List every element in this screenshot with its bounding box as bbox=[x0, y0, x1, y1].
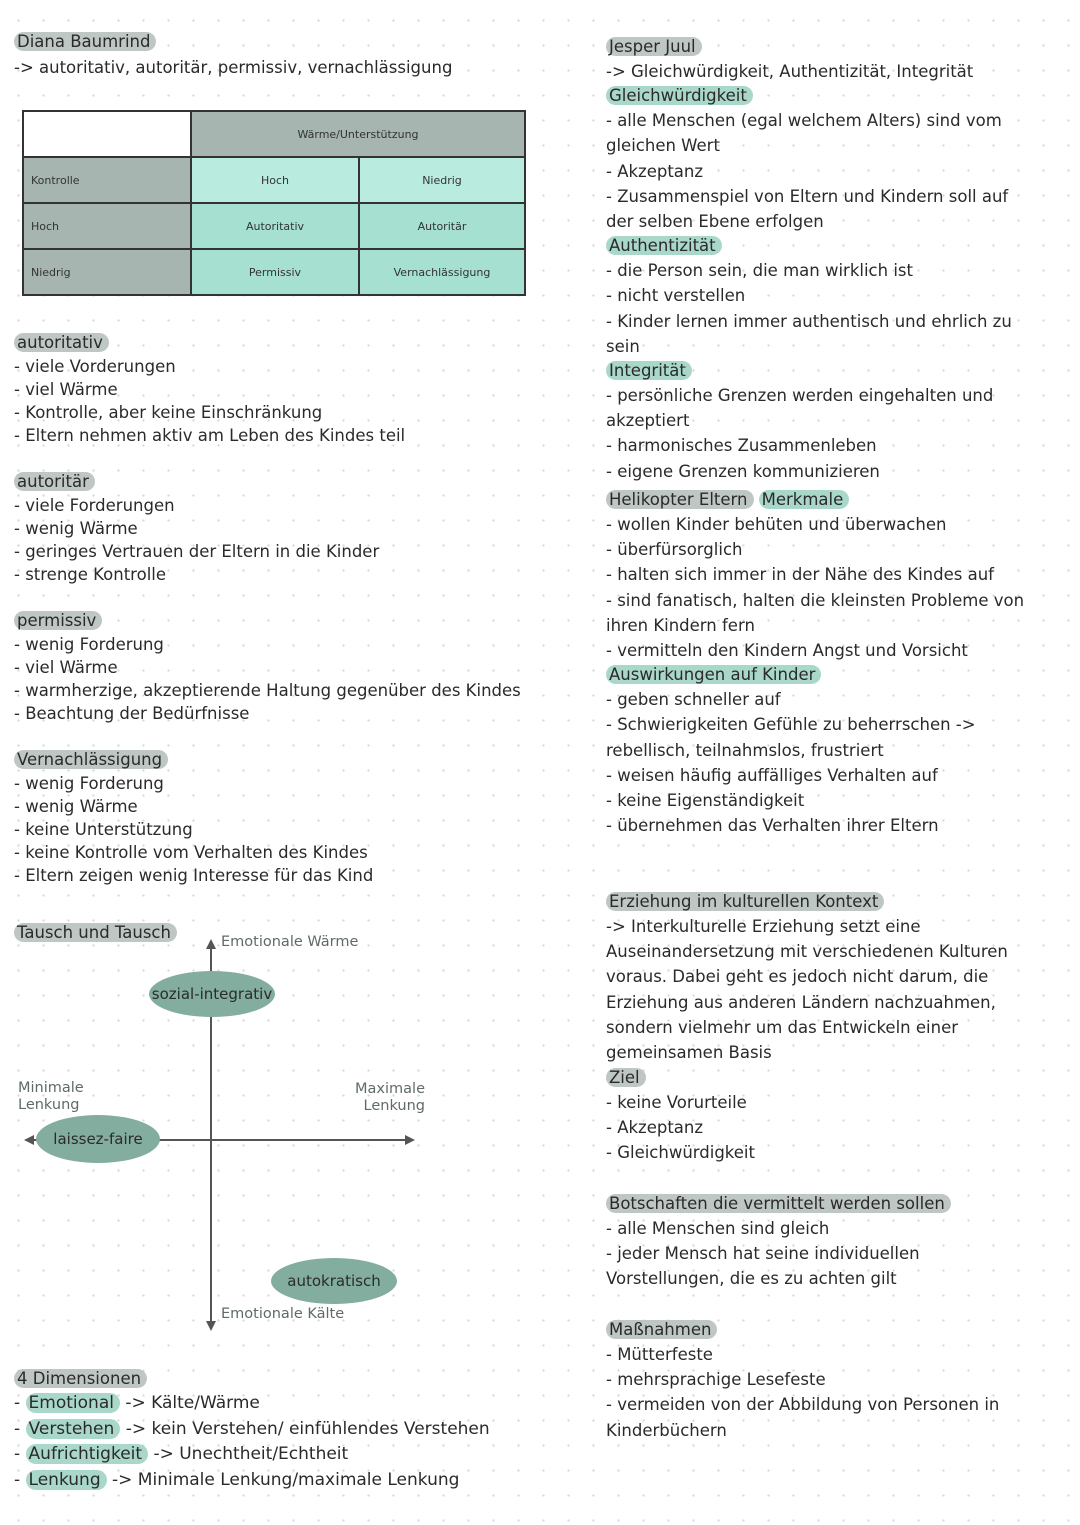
table-header-warmth: Wärme/Unterstützung bbox=[192, 112, 524, 158]
style-title: autoritativ bbox=[14, 333, 109, 352]
section-title: Botschaften die vermittelt werden sollen bbox=[606, 1194, 951, 1213]
massnahmen-section bbox=[606, 1318, 1038, 1443]
label-emotionale-kaelte: Emotionale Kälte bbox=[221, 1306, 345, 1322]
list-item: - viel Wärme bbox=[14, 380, 118, 399]
label-emotionale-waerme: Emotionale Wärme bbox=[221, 934, 359, 950]
baumrind-section bbox=[14, 30, 452, 79]
dimension-key: Aufrichtigkeit bbox=[26, 1444, 149, 1464]
list-item: - Gleichwürdigkeit bbox=[606, 1143, 755, 1163]
style-title: permissiv bbox=[14, 611, 102, 630]
section-title: Integrität bbox=[606, 361, 692, 380]
list-item: - jeder Mensch hat seine individuellen Vorstellungen, die es zu achten gilt bbox=[606, 1244, 920, 1289]
dimensions-title: 4 Dimensionen bbox=[14, 1369, 147, 1388]
list-item: - weisen häufig auffälliges Verhalten auf bbox=[606, 765, 938, 785]
baumrind-table bbox=[22, 110, 526, 296]
list-item: - Lenkung -> Minimale Lenkung/maximale Lenkung bbox=[14, 1469, 460, 1490]
table-row-label-header: Kontrolle bbox=[24, 158, 192, 204]
section-title: Merkmale bbox=[759, 490, 850, 509]
list-item: - Zusammenspiel von Eltern und Kindern soll auf der selben Ebene erfolgen bbox=[606, 186, 1009, 232]
dimension-key: Verstehen bbox=[26, 1419, 121, 1439]
list-item: - keine Eigenständigkeit bbox=[606, 791, 805, 811]
list-item: - Kontrolle, aber keine Einschränkung bbox=[14, 403, 323, 422]
section-title: Gleichwürdigkeit bbox=[606, 86, 753, 105]
list-item: - alle Menschen sind gleich bbox=[606, 1219, 830, 1238]
style-autoritativ bbox=[14, 331, 405, 447]
list-item: - persönliche Grenzen werden eingehalten und akzeptiert bbox=[606, 386, 994, 431]
dimension-key: Lenkung bbox=[26, 1470, 107, 1490]
kultur-title: Erziehung im kulturellen Kontext bbox=[606, 892, 884, 911]
juul-section bbox=[606, 35, 1036, 484]
table-cell-autoritativ: Autoritativ bbox=[192, 204, 360, 250]
kultur-section bbox=[606, 890, 1038, 1065]
table-row-low: Niedrig bbox=[24, 250, 192, 294]
list-item: - alle Menschen (egal welchem Alters) sind vom gleichen Wert bbox=[606, 111, 1002, 156]
list-item: - sind fanatisch, halten die kleinsten Probleme von ihren Kindern fern bbox=[606, 590, 1025, 635]
table-col-high: Hoch bbox=[192, 158, 360, 204]
list-item: - eigene Grenzen kommunizieren bbox=[606, 461, 880, 481]
section-title: Auswirkungen auf Kinder bbox=[606, 665, 821, 684]
section-title: Maßnahmen bbox=[606, 1320, 717, 1339]
tausch-diagram bbox=[14, 915, 534, 1355]
dimension-key: Emotional bbox=[26, 1393, 120, 1413]
list-item: - wenig Wärme bbox=[14, 797, 138, 816]
list-item: - nicht verstellen bbox=[606, 286, 746, 306]
list-item: - übernehmen das Verhalten ihrer Eltern bbox=[606, 816, 939, 836]
list-item: - Eltern zeigen wenig Interesse für das Kind bbox=[14, 866, 374, 885]
list-item: - Akzeptanz bbox=[606, 161, 704, 181]
dimensions-section bbox=[14, 1367, 490, 1493]
list-item: - Beachtung der Bedürfnisse bbox=[14, 704, 250, 723]
list-item: - wollen Kinder behüten und überwachen bbox=[606, 515, 947, 534]
table-row-high: Hoch bbox=[24, 204, 192, 250]
helikopter-section bbox=[606, 488, 1036, 838]
list-item: - wenig Wärme bbox=[14, 519, 138, 538]
list-item: - vermeiden von der Abbildung von Personen in Kinderbüchern bbox=[606, 1395, 1000, 1440]
list-item: - die Person sein, die man wirklich ist bbox=[606, 261, 913, 281]
ellipse-autokratisch: autokratisch bbox=[271, 1258, 397, 1304]
style-autoritaer bbox=[14, 470, 379, 586]
list-item: - Mütterfeste bbox=[606, 1345, 713, 1364]
list-item: - Emotional -> Kälte/Wärme bbox=[14, 1393, 260, 1413]
list-item: - viel Wärme bbox=[14, 658, 118, 677]
botschaften-section bbox=[606, 1192, 1038, 1292]
table-corner-cell bbox=[24, 112, 192, 158]
list-item: - halten sich immer in der Nähe des Kindes auf bbox=[606, 565, 994, 585]
ellipse-sozial-integrativ: sozial-integrativ bbox=[149, 971, 275, 1017]
list-item: - viele Forderungen bbox=[14, 496, 175, 515]
list-item: - Schwierigkeiten Gefühle zu beherrschen -> rebellisch, teilnahmslos, frustriert bbox=[606, 715, 976, 760]
list-item: - Akzeptanz bbox=[606, 1118, 704, 1138]
list-item: - keine Kontrolle vom Verhalten des Kindes bbox=[14, 843, 368, 862]
juul-subtitle: -> Gleichwürdigkeit, Authentizität, Integrität bbox=[606, 62, 974, 81]
list-item: - keine Vorurteile bbox=[606, 1093, 747, 1112]
list-item: - Kinder lernen immer authentisch und ehrlich zu sein bbox=[606, 311, 1012, 356]
table-cell-permissiv: Permissiv bbox=[192, 250, 360, 294]
list-item: - mehrsprachige Lesefeste bbox=[606, 1370, 826, 1390]
table-col-low: Niedrig bbox=[360, 158, 524, 204]
dimension-value: -> Kälte/Wärme bbox=[119, 1393, 260, 1413]
style-permissiv bbox=[14, 609, 521, 725]
helikopter-title: Helikopter Eltern bbox=[606, 490, 754, 509]
list-item: - warmherzige, akzeptierende Haltung gegenüber des Kindes bbox=[14, 681, 521, 700]
list-item: - vermitteln den Kindern Angst und Vorsicht bbox=[606, 641, 968, 661]
list-item: - harmonisches Zusammenleben bbox=[606, 436, 877, 456]
list-item: - Eltern nehmen aktiv am Leben des Kindes teil bbox=[14, 426, 406, 445]
style-title: Vernachlässigung bbox=[14, 750, 168, 769]
list-item: - Verstehen -> kein Verstehen/ einfühlendes Verstehen bbox=[14, 1418, 490, 1439]
list-item: - Aufrichtigkeit -> Unechtheit/Echtheit bbox=[14, 1444, 349, 1464]
ziel-section bbox=[606, 1066, 1038, 1166]
list-item: - keine Unterstützung bbox=[14, 820, 193, 839]
list-item: - überfürsorglich bbox=[606, 540, 743, 560]
baumrind-title: Diana Baumrind bbox=[14, 32, 156, 51]
label-minimale-lenkung: Minimale Lenkung bbox=[18, 1080, 84, 1113]
ellipse-laissez-faire: laissez-faire bbox=[36, 1115, 160, 1163]
kultur-text: -> Interkulturelle Erziehung setzt eine Auseinandersetzung mit verschiedenen Kulturen voraus. Dabei geht es jedoch nicht darum, die Erziehung aus anderen Ländern nachzuahmen, sondern vielmehr um das Entwickeln einer gemeinsamen Basis bbox=[606, 917, 1008, 1063]
juul-title: Jesper Juul bbox=[606, 37, 702, 56]
list-item: - wenig Forderung bbox=[14, 635, 164, 654]
dimension-value: -> Unechtheit/Echtheit bbox=[148, 1444, 349, 1464]
style-vernachlaessigung bbox=[14, 748, 373, 887]
section-title: Authentizität bbox=[606, 236, 722, 255]
label-maximale-lenkung: Maximale Lenkung bbox=[355, 1081, 425, 1114]
list-item: - viele Vorderungen bbox=[14, 357, 176, 376]
table-cell-autoritaer: Autoritär bbox=[360, 204, 524, 250]
list-item: - geben schneller auf bbox=[606, 690, 781, 710]
list-item: - geringes Vertrauen der Eltern in die Kinder bbox=[14, 542, 380, 561]
style-title: autoritär bbox=[14, 472, 95, 491]
tausch-title: Tausch und Tausch bbox=[14, 923, 177, 942]
list-item: - wenig Forderung bbox=[14, 774, 164, 793]
dimension-value: -> kein Verstehen/ einfühlendes Verstehen bbox=[120, 1418, 490, 1439]
dimension-value: -> Minimale Lenkung/maximale Lenkung bbox=[106, 1469, 460, 1490]
table-cell-vernachlaessigung: Vernachlässigung bbox=[360, 250, 524, 294]
section-title: Ziel bbox=[606, 1068, 646, 1087]
list-item: - strenge Kontrolle bbox=[14, 565, 167, 584]
baumrind-subtitle: -> autoritativ, autoritär, permissiv, vernachlässigung bbox=[14, 58, 453, 77]
